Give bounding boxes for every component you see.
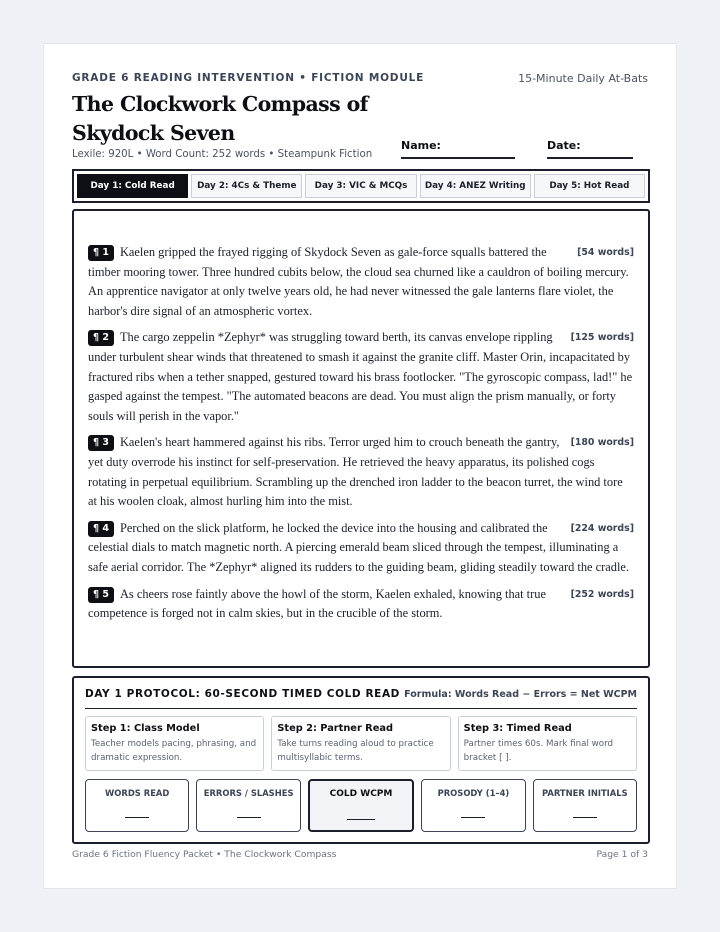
story-meta: Lexile: 920L • Word Count: 252 words • Steampunk Fiction (72, 149, 373, 160)
entry-line (461, 817, 485, 819)
score-boxes (85, 779, 637, 832)
words-read-box[interactable] (85, 779, 189, 832)
step-title: Step 3: Timed Read (463, 723, 572, 734)
step-card (85, 716, 264, 771)
box-label: PARTNER INITIALS (542, 788, 628, 798)
box-label: WORDS READ (105, 788, 170, 798)
entry-line (573, 817, 597, 819)
step-title: Step 1: Class Model (91, 723, 200, 734)
paragraph-number: ¶ 5 (88, 587, 114, 603)
paragraph-number: ¶ 3 (88, 435, 114, 451)
partner-initials-box[interactable] (533, 779, 637, 832)
tab-day-3[interactable]: Day 3: VIC & MCQs (305, 174, 416, 198)
step-description: Take turns reading aloud to practice multisyllabic terms. (277, 739, 434, 763)
protocol-header (85, 678, 637, 709)
session-label: 15-Minute Daily At-Bats (518, 72, 648, 85)
name-field[interactable] (401, 134, 441, 153)
errors-box[interactable] (196, 779, 300, 832)
cold-wcpm-box[interactable] (308, 779, 414, 832)
page-title: The Clockwork Compass of Skydock Seven (72, 92, 368, 145)
worksheet-page (43, 43, 677, 889)
entry-line (237, 817, 261, 819)
entry-line (347, 819, 375, 821)
step-description: Partner times 60s. Mark final word bracket [ ]. (463, 739, 614, 763)
page-number: Page 1 of 3 (596, 849, 648, 860)
paragraph-2 (88, 328, 634, 426)
paragraph-number: ¶ 2 (88, 330, 114, 346)
paragraph-text: Kaelen's heart hammered against his ribs. Terror urged him to crouch beneath the gantry, yet duty overrode his instinct for self-preservation. He retrieved the heavy apparatus, its polished cogs rotating in perpetual equilibrium. Scrambling up the drenched iron ladder to the beacon turret, the wind tore at his woolen cloak, almost hurling him into the mist. (88, 435, 623, 509)
story-passage (72, 209, 650, 668)
name-label: Name: (401, 139, 441, 152)
protocol-title: DAY 1 PROTOCOL: 60-SECOND TIMED COLD READ (85, 688, 400, 700)
tab-day-2[interactable]: Day 2: 4Cs & Theme (191, 174, 302, 198)
word-count: [180 words] (570, 437, 634, 449)
paragraph-4 (88, 519, 634, 578)
paragraph-1 (88, 243, 634, 321)
date-line (547, 157, 633, 159)
paragraph-text: Perched on the slick platform, he locked the device into the housing and calibrated the celestial dials to match magnetic north. A piercing emerald beam sliced through the tempest, illuminating a safe aerial corridor. The *Zephyr* aligned its rudders to the guiding beam, gliding steadily toward the cradle. (88, 520, 630, 574)
box-label: PROSODY (1–4) (437, 788, 510, 798)
word-count: [125 words] (570, 332, 634, 344)
step-card (271, 716, 450, 771)
tab-day-5[interactable]: Day 5: Hot Read (534, 174, 645, 198)
module-kicker: GRADE 6 READING INTERVENTION • FICTION MODULE (72, 72, 425, 84)
tab-day-4[interactable]: Day 4: ANEZ Writing (420, 174, 531, 198)
word-count: [54 words] (577, 247, 634, 258)
name-line (401, 157, 515, 159)
prosody-box[interactable] (421, 779, 525, 832)
step-card (458, 716, 637, 771)
paragraph-3 (88, 433, 634, 511)
paragraph-number: ¶ 4 (88, 521, 114, 537)
date-field[interactable] (547, 134, 581, 153)
protocol-panel (72, 676, 650, 844)
paragraph-text: As cheers rose faintly above the howl of the storm, Kaelen exhaled, knowing that true competence is forged not in calm skies, but in the crucible of the storm. (88, 586, 546, 621)
step-description: Teacher models pacing, phrasing, and dramatic expression. (91, 739, 257, 763)
paragraph-number: ¶ 1 (88, 245, 114, 261)
step-title: Step 2: Partner Read (277, 723, 393, 734)
date-label: Date: (547, 139, 581, 152)
box-label: ERRORS / SLASHES (203, 788, 294, 798)
box-label: COLD WCPM (329, 789, 393, 799)
footer-title: Grade 6 Fiction Fluency Packet • The Clockwork Compass (72, 849, 337, 860)
day-tabs (72, 169, 650, 203)
protocol-steps (85, 716, 637, 771)
paragraph-text: The cargo zeppelin *Zephyr* was struggling toward berth, its canvas envelope rippling under turbulent shear winds that threatened to smash it against the granite cliff. Master Orin, incapacitated by fractured ribs when a tether snapped, gestured toward his brass footlocker. "The gyroscopic compass, lad!" he gasped against the tempest. "The automated beacons are dead. You must align the prism manually, or forty souls will perish in the vapor." (88, 330, 633, 423)
entry-line (125, 817, 149, 819)
tab-day-1[interactable]: Day 1: Cold Read (77, 174, 188, 198)
wcpm-formula: Formula: Words Read − Errors = Net WCPM (404, 689, 637, 700)
paragraph-text: Kaelen gripped the frayed rigging of Skydock Seven as gale-force squalls battered the timber mooring tower. Three hundred cubits below, the cloud sea churned like a cauldron of boiling mercury. An apprentice navigator at only twelve years old, he had never witnessed the gale lanterns flare violet, the harbor's dire signal of an atmospheric vortex. (88, 245, 629, 318)
paragraph-5 (88, 585, 634, 624)
page-footer (72, 849, 648, 860)
word-count: [252 words] (570, 588, 634, 600)
word-count: [224 words] (570, 522, 634, 534)
